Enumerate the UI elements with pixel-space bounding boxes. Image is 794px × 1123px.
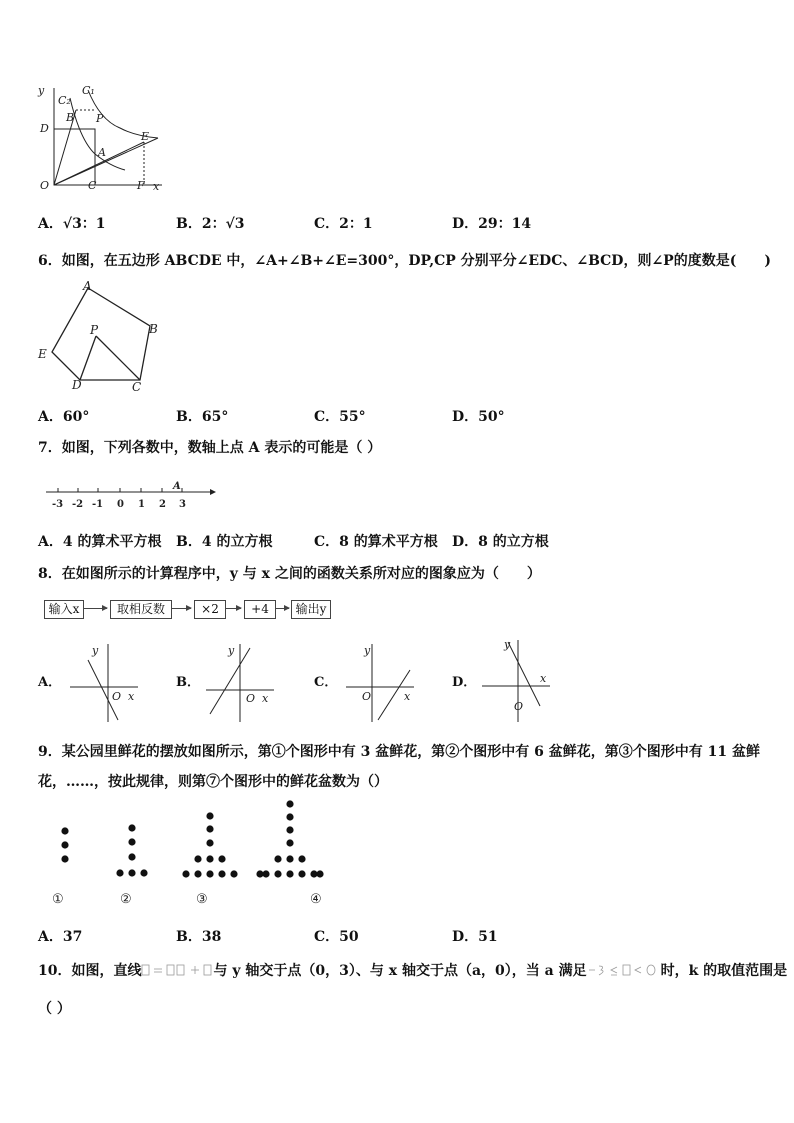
q8a-y: y — [92, 644, 99, 657]
q8d-x: x — [540, 672, 547, 685]
q8a-x: x — [128, 690, 135, 703]
q6-A-label: A — [83, 279, 92, 293]
q7-option-b[interactable]: B．4 的立方根 — [176, 534, 273, 550]
q9-option-a[interactable]: A．37 — [38, 929, 83, 945]
q6-option-d[interactable]: D．50° — [452, 409, 505, 425]
q8c-x: x — [404, 690, 411, 703]
q8-option-d[interactable]: D． — [452, 675, 477, 690]
q6-option-a[interactable]: A．60° — [38, 409, 90, 425]
q9-option-b[interactable]: B．38 — [176, 929, 222, 945]
q9-label-3: ③ — [196, 892, 208, 907]
q5-x-label: x — [153, 180, 160, 193]
flow-output-box: 输出y — [291, 600, 331, 619]
q8-text: 8．在如图所示的计算程序中，y 与 x 之间的函数关系所对应的图象应为（ ） — [38, 566, 541, 582]
flow-negate-box: 取相反数 — [110, 600, 172, 619]
q9-label-4: ④ — [310, 892, 322, 907]
q7-text: 7．如图，下列各数中，数轴上点 A 表示的可能是（ ） — [38, 440, 382, 456]
q10-text-b: 与 y 轴交于点（0，3）、与 x 轴交于点（a，0），当 a 满足 — [213, 963, 587, 979]
q7-tick-3: 3 — [179, 499, 186, 510]
q6-C-label: C — [132, 380, 142, 394]
q6-E-label: E — [38, 347, 47, 361]
q5-y-label: y — [38, 84, 45, 97]
q10-text-line2: （ ） — [38, 1001, 71, 1017]
q5-B-label: B — [66, 111, 75, 124]
q6-P-label: P — [90, 323, 99, 337]
q6-figure — [34, 278, 169, 394]
q9-label-1: ① — [52, 892, 64, 907]
q8c-y: y — [364, 644, 371, 657]
q8-graph-b — [202, 640, 282, 725]
q8b-y: y — [228, 644, 235, 657]
q8-graph-a — [66, 640, 146, 725]
q7-point-A: A — [173, 481, 181, 492]
q10-formula-ineq — [587, 963, 661, 977]
q6-text: 6．如图，在五边形 ABCDE 中，∠A+∠B+∠E=300°，DP,CP 分别平分∠EDC、∠BCD，则∠P的度数是( ) — [38, 253, 771, 269]
flow-input-box: 输入x — [44, 600, 84, 619]
q7-tick-n3: -3 — [52, 499, 64, 510]
q8-graph-c — [342, 640, 422, 725]
q5-P-label: P — [96, 112, 104, 125]
q7-tick-n1: -1 — [92, 499, 104, 510]
q6-option-c[interactable]: C．55° — [314, 409, 366, 425]
q6-option-b[interactable]: B．65° — [176, 409, 229, 425]
q8-option-a[interactable]: A． — [38, 675, 62, 690]
q9-flower-figures — [40, 800, 340, 910]
q8a-o: O — [112, 690, 122, 703]
q5-C1-label: C₁ — [82, 84, 95, 97]
q5-option-d[interactable]: D．29：14 — [452, 216, 532, 232]
q6-B-label: B — [149, 322, 158, 336]
flow-plus4-box: +4 — [244, 600, 276, 619]
q7-option-d[interactable]: D．8 的立方根 — [452, 534, 549, 550]
q7-option-c[interactable]: C．8 的算术平方根 — [314, 534, 438, 550]
q8b-x: x — [262, 692, 269, 705]
q5-C2-label: C₂ — [58, 94, 71, 107]
flow-arrow-2 — [172, 608, 191, 609]
q7-number-line — [44, 478, 219, 514]
q5-C-label: C — [88, 179, 97, 192]
q7-tick-2: 2 — [159, 499, 166, 510]
q5-A-label: A — [98, 146, 106, 159]
flow-arrow-3 — [226, 608, 241, 609]
q9-option-d[interactable]: D．51 — [452, 929, 498, 945]
q6-D-label: D — [72, 378, 82, 392]
q5-F-label: F — [137, 179, 145, 192]
q5-option-c[interactable]: C．2：1 — [314, 216, 373, 232]
flow-times2-box: ×2 — [194, 600, 226, 619]
q7-tick-1: 1 — [138, 499, 145, 510]
flow-arrow-4 — [276, 608, 289, 609]
q8c-o: O — [362, 690, 372, 703]
q9-option-c[interactable]: C．50 — [314, 929, 359, 945]
q9-label-2: ② — [120, 892, 132, 907]
q9-text-line2: 花，……，按此规律，则第⑦个图形中的鲜花盆数为（） — [38, 774, 388, 790]
q10-text — [38, 960, 787, 980]
q9-text-line1: 9．某公园里鲜花的摆放如图所示，第①个图形中有 3 盆鲜花，第②个图形中有 6 盆鲜花，第③个图形中有 11 盆鲜 — [38, 744, 760, 760]
q5-option-a[interactable]: A．√3：1 — [38, 216, 106, 232]
flow-arrow-1 — [84, 608, 107, 609]
q8d-y: y — [504, 638, 511, 651]
q7-option-a[interactable]: A．4 的算术平方根 — [38, 534, 162, 550]
q7-tick-n2: -2 — [72, 499, 84, 510]
q5-figure — [30, 80, 170, 195]
q10-formula-line — [141, 963, 213, 977]
q8d-o: O — [514, 700, 524, 713]
q7-tick-0: 0 — [117, 499, 124, 510]
q5-O-label: O — [40, 179, 50, 192]
q10-text-a: 10．如图，直线 — [38, 963, 142, 979]
q5-D-label: D — [40, 122, 49, 135]
q8-option-b[interactable]: B． — [176, 675, 200, 690]
q8-graph-d — [478, 636, 558, 724]
q5-option-b[interactable]: B．2：√3 — [176, 216, 245, 232]
q8-option-c[interactable]: C． — [314, 675, 338, 690]
q5-E-label: E — [141, 130, 150, 143]
q10-text-c: 时，k 的取值范围是 — [660, 963, 788, 979]
q8b-o: O — [246, 692, 256, 705]
